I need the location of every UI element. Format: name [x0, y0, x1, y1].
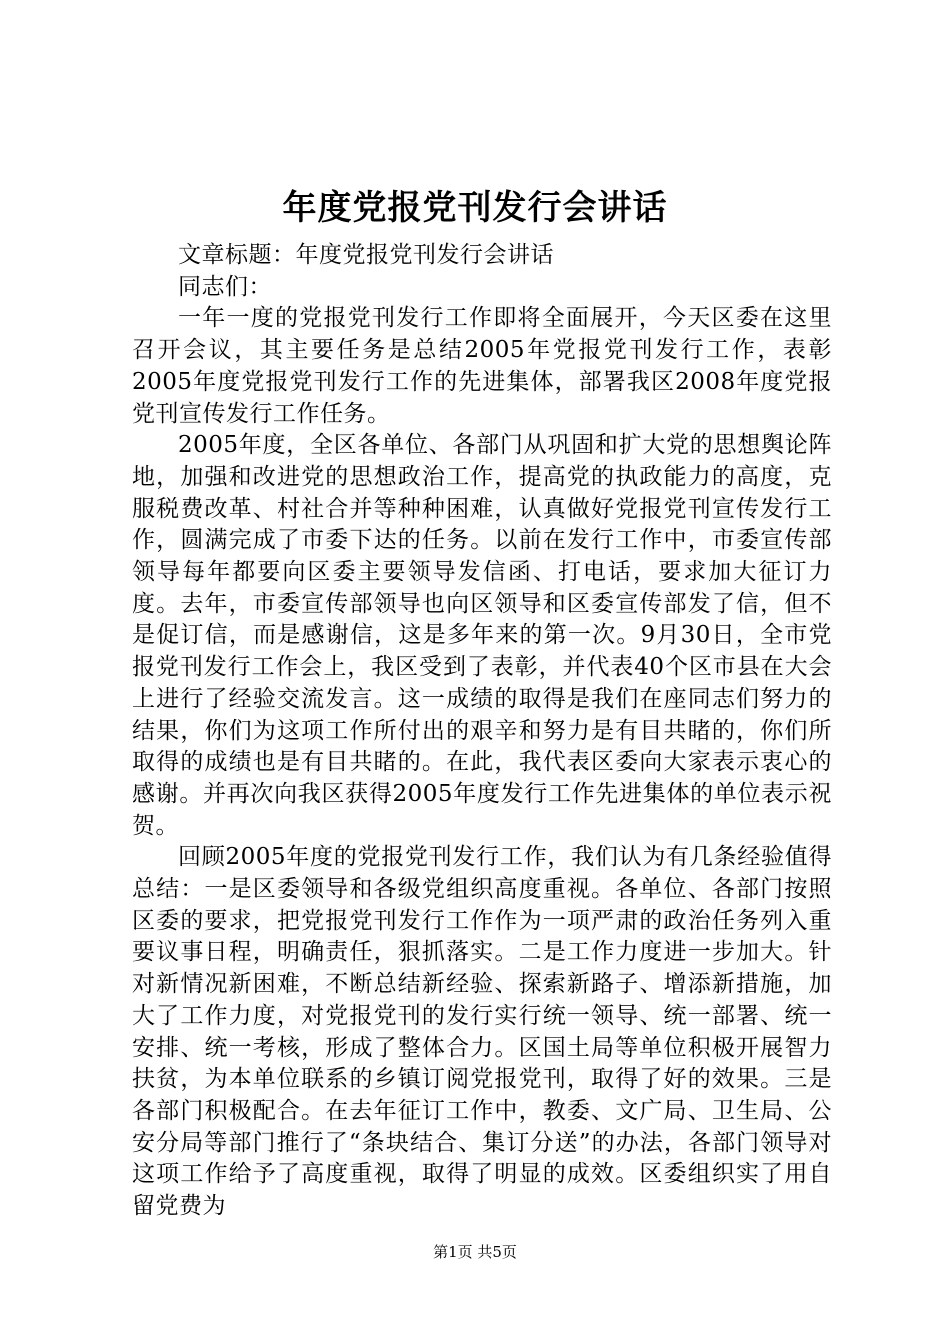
document-body [132, 240, 832, 1223]
salutation: 同志们： [178, 273, 272, 300]
page-footer: 第1页 共5页 [433, 1243, 517, 1261]
paragraph-experience: 回顾2005年度的党报党刊发行工作，我们认为有几条经验值得总结：一是区委领导和各级党组织高度重视。各单位、各部门按照区委的要求，把党报党刊发行工作作为一项严肃的政治任务列入重要议事日程，明确责任，狠抓落实。二是工作力度进一步加大。针对新情况新困难，不断总结新经验、探索新路子、增添新措施，加大了工作力度，对党报党刊的发行实行统一领导、统一部署、统一安排、统一考核，形成了整体合力。区国土局等单位积极开展智力扶贫，为本单位联系的乡镇订阅党报党刊，取得了好的效果。三是各部门积极配合。在去年征订工作中，教委、文广局、卫生局、公安分局等部门推行了“条块结合、集订分送”的办法，各部门领导对这项工作给予了高度重视，取得了明显的成效。区委组织实了用自留党费为 [132, 844, 832, 1220]
document-title: 年度党报党刊发行会讲话 [282, 188, 668, 228]
paragraph-achievements: 2005年度，全区各单位、各部门从巩固和扩大党的思想舆论阵地，加强和改进党的思想政治工作，提高党的执政能力的高度，克服税费改革、村社合并等种种困难，认真做好党报党刊宣传发行工作，圆满完成了市委下达的任务。以前在发行工作中，市委宣传部领导每年都要向区委主要领导发信函、打电话，要求加大征订力度。去年，市委宣传部领导也向区领导和区委宣传部发了信，但不是促订信，而是感谢信，这是多年来的第一次。9月30日，全市党报党刊发行工作会上，我区受到了表彰，并代表40个区市县在大会上进行了经验交流发言。这一成绩的取得是我们在座同志们努力的结果，你们为这项工作所付出的艰辛和努力是有目共睹的，你们所取得的成绩也是有目共睹的。在此，我代表区委向大家表示衷心的感谢。并再次向我区获得2005年度发行工作先进集体的单位表示祝贺。 [132, 432, 832, 839]
paragraph-intro: 一年一度的党报党刊发行工作即将全面展开，今天区委在这里召开会议，其主要任务是总结2005年党报党刊发行工作，表彰2005年度党报党刊发行工作的先进集体，部署我区2008年度党报党刊宣传发行工作任务。 [132, 305, 832, 427]
article-title-line: 文章标题：年度党报党刊发行会讲话 [178, 242, 554, 268]
